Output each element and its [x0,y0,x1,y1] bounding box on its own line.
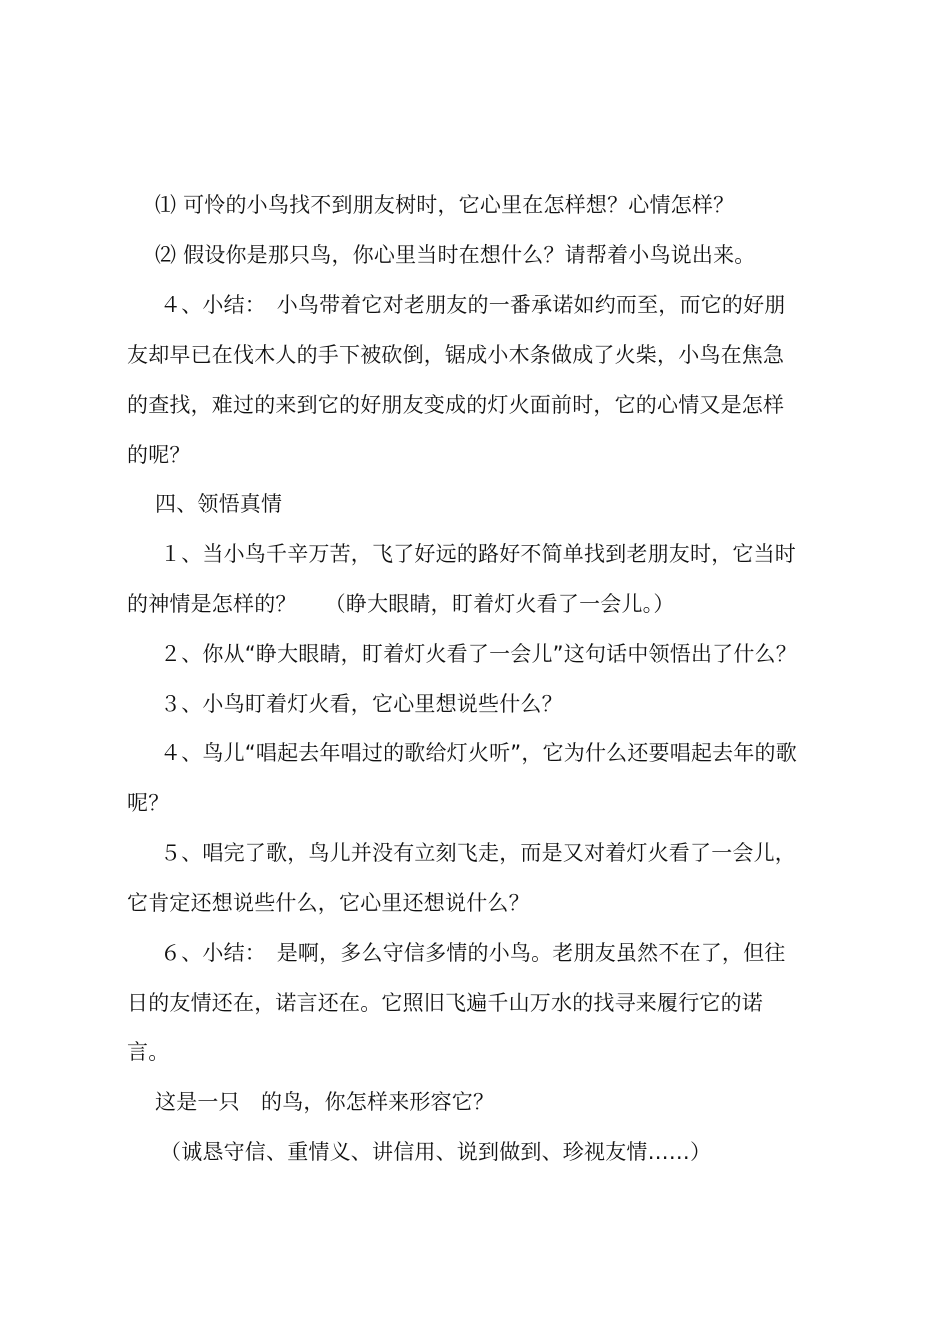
text-line-3: ４、小结： 小鸟带着它对老朋友的一番承诺如约而至，而它的好朋 [160,293,786,317]
text-line-11: ３、小鸟盯着灯火看，它心里想说些什么？ [160,692,563,716]
text-line-9: 的神情是怎样的？ （睁大眼睛，盯着灯火看了一会儿。） [127,592,675,616]
text-line-19: 这是一只 的鸟，你怎样来形容它？ [155,1090,495,1114]
text-line-2: ⑵ 假设你是那只鸟，你心里当时在想什么？请帮着小鸟说出来。 [155,243,756,267]
text-line-8: １、当小鸟千辛万苦，飞了好远的路好不简单找到老朋友时，它当时 [160,542,796,566]
text-line-20: （诚恳守信、重情义、讲信用、说到做到、珍视友情……） [160,1140,712,1164]
text-line-13: 呢？ [127,791,170,815]
text-line-1: ⑴ 可怜的小鸟找不到朋友树时，它心里在怎样想？心情怎样？ [155,193,735,217]
text-line-18: 言。 [127,1040,170,1064]
text-line-5: 的查找，难过的来到它的好朋友变成的灯火面前时，它的心情又是怎样 [127,393,785,417]
text-line-12: ４、鸟儿“唱起去年唱过的歌给灯火听”，它为什么还要唱起去年的歌 [160,741,797,765]
section-heading: 四、领悟真情 [155,492,283,516]
text-line-4: 友却早已在伐木人的手下被砍倒，锯成小木条做成了火柴，小鸟在焦急 [127,343,785,367]
text-line-10: ２、你从“睁大眼睛，盯着灯火看了一会儿”这句话中领悟出了什么？ [160,642,797,666]
text-line-15: 它肯定还想说些什么，它心里还想说什么？ [127,891,530,915]
text-line-14: ５、唱完了歌，鸟儿并没有立刻飞走，而是又对着灯火看了一会儿， [160,841,796,865]
text-line-16: ６、小结： 是啊，多么守信多情的小鸟。老朋友虽然不在了，但往 [160,941,786,965]
text-line-17: 日的友情还在，诺言还在。它照旧飞遍千山万水的找寻来履行它的诺 [127,991,763,1015]
text-line-6: 的呢？ [127,443,191,467]
